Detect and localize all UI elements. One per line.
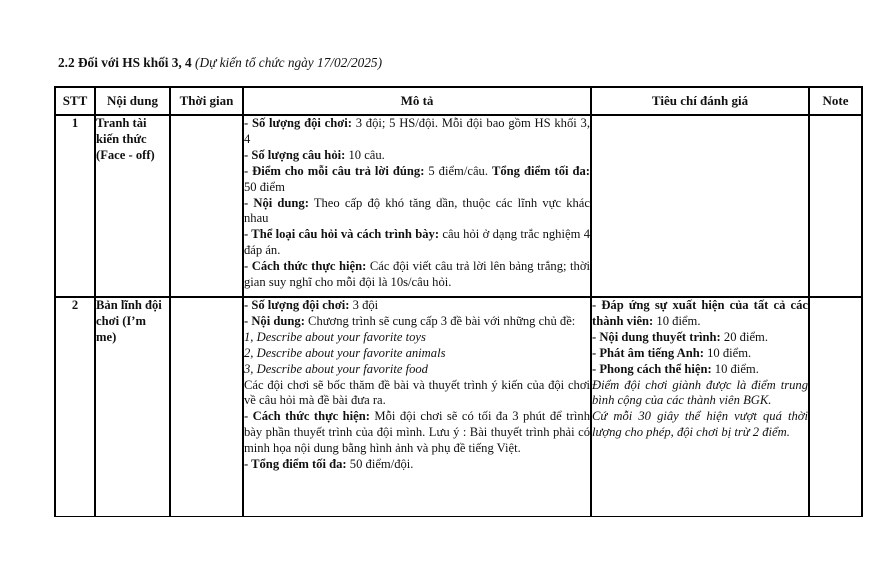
criteria-text: 10 điểm. — [711, 361, 759, 376]
desc-text: 10 câu. — [345, 147, 385, 162]
row-note — [809, 115, 862, 297]
desc-label: - Cách thức thực hiện: — [244, 409, 370, 424]
desc-line — [244, 227, 590, 259]
row-time — [170, 297, 243, 517]
row-content-name: Bản lĩnh đội chơi (I’m me) — [95, 297, 170, 517]
row-description — [243, 115, 591, 297]
desc-label: - Nội dung: — [244, 313, 305, 328]
desc-line — [244, 409, 590, 457]
criteria-line — [592, 330, 808, 346]
table-row — [55, 297, 862, 517]
criteria-line — [592, 346, 808, 362]
header-stt: STT — [55, 87, 95, 115]
header-criteria: Tiêu chí đánh giá — [591, 87, 809, 115]
row-content-name: Tranh tài kiến thức (Face - off) — [95, 115, 170, 297]
row-number: 1 — [55, 115, 95, 297]
section-title: 2.2 Đối với HS khối 3, 4 — [58, 55, 192, 70]
desc-label: - Nội dung: — [244, 195, 309, 210]
desc-line — [244, 116, 590, 148]
criteria-text: 10 điểm. — [653, 313, 701, 328]
topic-item: 2, Describe about your favorite animals — [244, 345, 446, 360]
row-description — [243, 297, 591, 517]
row-time — [170, 115, 243, 297]
desc-label: - Thể loại câu hỏi và cách trình bày: — [244, 227, 440, 242]
criteria-note: Cứ mỗi 30 giây thể hiện vượt quá thời lượng cho phép, đội chơi bị trừ 2 điểm. — [592, 409, 808, 440]
desc-text: 5 điểm/câu. — [424, 163, 492, 178]
row-criteria — [591, 297, 809, 517]
desc-text: Mỗi đội chơi sẽ có tối đa 3 phút để trình bày phần thuyết trình của đội mình. Lưu ý : Bài thuyết trình phải có minh họa nội dung bằng hình ảnh và phụ đề tiếng Việt. — [244, 409, 590, 456]
desc-line — [244, 164, 590, 196]
desc-text: 50 điểm/đội. — [346, 457, 414, 472]
header-time: Thời gian — [170, 87, 243, 115]
criteria-label: - Đáp ứng sự xuất hiện của tất cả các thành viên: — [592, 298, 808, 328]
desc-text: 3 đội — [349, 298, 379, 312]
header-note: Note — [809, 87, 862, 115]
criteria-text: 20 điểm. — [720, 329, 768, 344]
desc-label: Tổng điểm tối đa: — [491, 163, 590, 178]
desc-text: 3 đội; 5 HS/đội. Mỗi đội bao gồm HS khối 3, 4 — [244, 116, 590, 146]
criteria-label: - Phong cách thể hiện: — [592, 361, 712, 376]
section-heading — [58, 54, 382, 72]
desc-paragraph: Các đội chơi sẽ bốc thăm đề bài và thuyết trình ý kiến của đội chơi về câu hỏi mà đề bài đưa ra. — [244, 377, 590, 408]
table-row — [55, 115, 862, 297]
criteria-label: - Nội dung thuyết trình: — [592, 329, 721, 344]
header-description: Mô tả — [243, 87, 591, 115]
topic-item: 1, Describe about your favorite toys — [244, 329, 426, 344]
desc-label: - Số lượng đội chơi: — [244, 116, 352, 130]
topic-item: 3, Describe about your favorite food — [244, 361, 428, 376]
criteria-line — [592, 362, 808, 378]
criteria-note: Điểm đội chơi giành được là điểm trung bình cộng của các thành viên BGK. — [592, 377, 808, 408]
desc-line — [244, 314, 590, 330]
row-note — [809, 297, 862, 517]
desc-label: - Số lượng đội chơi: — [244, 298, 350, 312]
desc-line — [244, 259, 590, 291]
desc-line — [244, 148, 590, 164]
desc-text: Chương trình sẽ cung cấp 3 đề bài với những chủ đề: — [304, 313, 576, 328]
desc-text: Theo cấp độ khó tăng dần, thuộc các lĩnh vực khác nhau — [244, 195, 590, 226]
desc-text: câu hỏi ở dạng trắc nghiệm 4 đáp án. — [244, 227, 590, 258]
row-criteria — [591, 115, 809, 297]
row-number: 2 — [55, 297, 95, 517]
header-content: Nội dung — [95, 87, 170, 115]
desc-line — [244, 298, 590, 314]
desc-label: - Điểm cho mỗi câu trả lời đúng: — [244, 163, 425, 178]
desc-label: - Số lượng câu hỏi: — [244, 147, 346, 162]
competition-table — [54, 86, 863, 517]
desc-line — [244, 196, 590, 228]
desc-text: Các đội viết câu trả lời lên bảng trắng; thời gian suy nghĩ cho mỗi đội là 10s/câu hỏi. — [244, 259, 590, 290]
desc-label: - Tổng điểm tối đa: — [244, 457, 347, 472]
desc-label: - Cách thức thực hiện: — [244, 259, 367, 274]
criteria-line — [592, 298, 808, 330]
table-header-row — [55, 87, 862, 115]
section-date-note: (Dự kiến tổ chức ngày 17/02/2025) — [195, 55, 382, 70]
desc-line — [244, 457, 590, 473]
criteria-label: - Phát âm tiếng Anh: — [592, 345, 704, 360]
desc-text: 50 điểm — [244, 179, 285, 194]
criteria-text: 10 điểm. — [703, 345, 752, 360]
